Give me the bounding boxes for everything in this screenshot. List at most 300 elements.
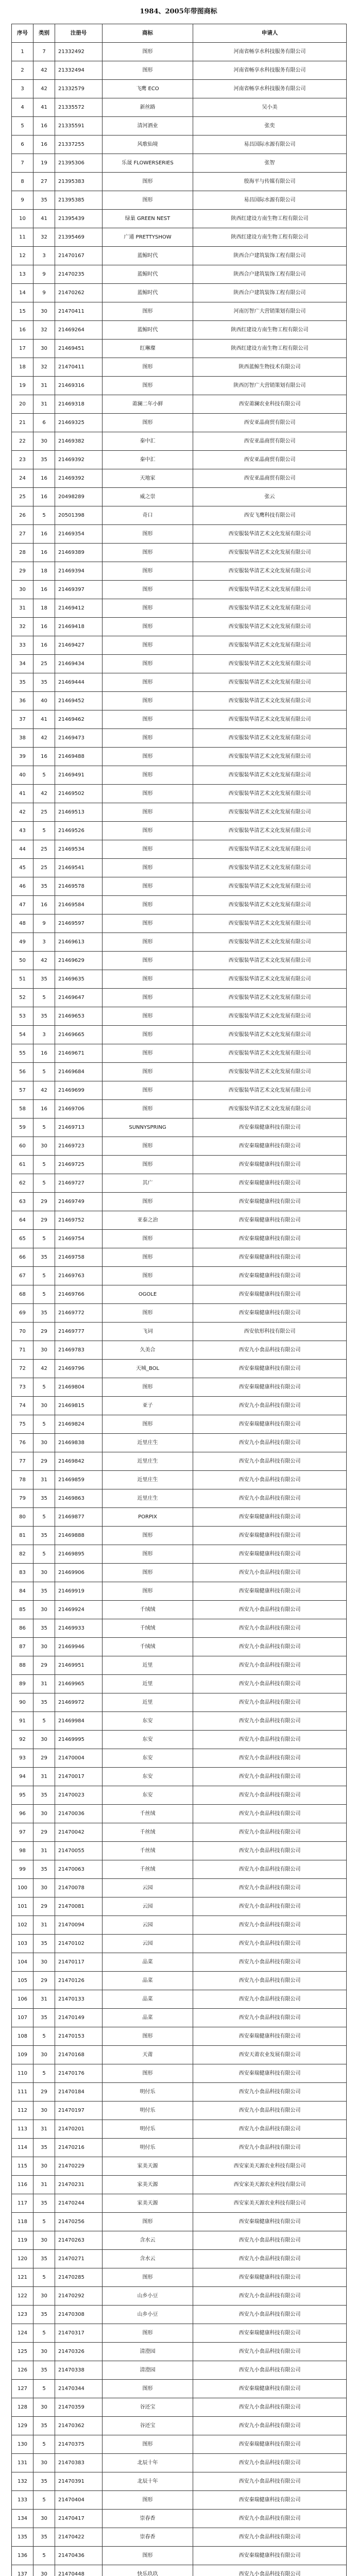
trademark-name: 绿巢 GREEN NEST (103, 210, 193, 228)
row-number: 69 (12, 1304, 33, 1323)
trademark-name: 东安 (103, 1768, 193, 1786)
class-number: 35 (33, 2361, 55, 2380)
applicant-name: 西安服装华清艺术文化发展有限公司 (193, 1100, 347, 1118)
class-number: 41 (33, 710, 55, 729)
registration-number: 21470404 (55, 2491, 103, 2510)
applicant-name: 西安九小食品科技有限公司 (193, 2306, 347, 2324)
trademark-name: 图形 (103, 1137, 193, 1156)
row-number: 20 (12, 395, 33, 414)
trademark-name: 图形 (103, 302, 193, 321)
table-row (12, 803, 347, 822)
registration-number: 21470036 (55, 1805, 103, 1823)
registration-number: 21332492 (55, 43, 103, 61)
class-number: 31 (33, 1471, 55, 1489)
row-number: 106 (12, 1990, 33, 2009)
applicant-name: 西安服装华清艺术文化发展有限公司 (193, 952, 347, 970)
registration-number: 21469354 (55, 525, 103, 544)
table-row (12, 914, 347, 933)
row-number: 79 (12, 1489, 33, 1508)
applicant-name: 西安九小食品科技有限公司 (193, 1990, 347, 2009)
row-number: 45 (12, 859, 33, 877)
row-number: 25 (12, 488, 33, 506)
applicant-name: 西安秦瑞健康科技有限公司 (193, 1156, 347, 1174)
table-row (12, 80, 347, 98)
trademark-name: 快乐玖玖 (103, 2565, 193, 2576)
registration-number: 21469725 (55, 1156, 103, 1174)
class-number: 29 (33, 1656, 55, 1675)
table-row (12, 1285, 347, 1304)
applicant-name: 西安九小食品科技有限公司 (193, 2102, 347, 2120)
trademark-name: 图形 (103, 729, 193, 748)
registration-number: 21469665 (55, 1026, 103, 1044)
table-row (12, 1489, 347, 1508)
registration-number: 21469888 (55, 1527, 103, 1545)
table-row (12, 117, 347, 135)
table-row (12, 284, 347, 302)
class-number: 25 (33, 803, 55, 822)
registration-number: 21335572 (55, 98, 103, 117)
row-number: 58 (12, 1100, 33, 1118)
trademark-name: 明付乐 (103, 2139, 193, 2157)
trademark-name: 秦中汇 (103, 451, 193, 469)
class-number: 25 (33, 840, 55, 859)
trademark-name: 近里庄生 (103, 1489, 193, 1508)
table-row (12, 2343, 347, 2361)
trademark-name: 千丝绒 (103, 1805, 193, 1823)
registration-number: 21469534 (55, 840, 103, 859)
registration-number: 21469919 (55, 1582, 103, 1601)
class-number: 30 (33, 2398, 55, 2417)
registration-number: 21470417 (55, 2510, 103, 2528)
table-row (12, 1508, 347, 1527)
registration-number: 21470168 (55, 2046, 103, 2064)
applicant-name: 西安秦瑞健康科技有限公司 (193, 1582, 347, 1601)
trademark-name: 蓝鲸时代 (103, 247, 193, 265)
trademark-name: 其广 (103, 1174, 193, 1193)
applicant-name: 吴小美 (193, 98, 347, 117)
class-number: 5 (33, 1415, 55, 1434)
trademark-name: 图形 (103, 1304, 193, 1323)
applicant-name: 西安九小食品科技有限公司 (193, 2565, 347, 2576)
class-number: 29 (33, 1211, 55, 1230)
row-number: 117 (12, 2194, 33, 2213)
class-number: 5 (33, 822, 55, 840)
applicant-name: 西安秦瑞健康科技有限公司 (193, 1360, 347, 1378)
row-number: 52 (12, 989, 33, 1007)
applicant-name: 西安九小食品科技有限公司 (193, 1452, 347, 1471)
applicant-name: 西安九小食品科技有限公司 (193, 1823, 347, 1842)
applicant-name: 西安九小食品科技有限公司 (193, 1860, 347, 1879)
table-row (12, 1823, 347, 1842)
row-number: 88 (12, 1656, 33, 1675)
applicant-name: 西安秦瑞健康科技有限公司 (193, 1285, 347, 1304)
class-number: 16 (33, 544, 55, 562)
class-number: 19 (33, 154, 55, 173)
row-number: 17 (12, 340, 33, 358)
class-number: 35 (33, 1489, 55, 1508)
applicant-name: 西安九小食品科技有限公司 (193, 2417, 347, 2435)
table-row (12, 933, 347, 952)
class-number: 3 (33, 933, 55, 952)
class-number: 5 (33, 2491, 55, 2510)
applicant-name: 陕西红建设方南生物工程有限公司 (193, 340, 347, 358)
applicant-name: 西安服装华清艺术文化发展有限公司 (193, 599, 347, 618)
table-row (12, 1434, 347, 1452)
trademark-name: SUNNYSPRING (103, 1118, 193, 1137)
registration-number: 21395439 (55, 210, 103, 228)
class-number: 5 (33, 2213, 55, 2231)
trademark-name: 图形 (103, 822, 193, 840)
class-number: 3 (33, 1026, 55, 1044)
row-number: 46 (12, 877, 33, 896)
applicant-name: 西安九小食品科技有限公司 (193, 1842, 347, 1860)
row-number: 74 (12, 1397, 33, 1415)
trademark-name: 图形 (103, 581, 193, 599)
table-row (12, 1044, 347, 1063)
row-number: 80 (12, 1508, 33, 1527)
row-number: 119 (12, 2231, 33, 2250)
row-number: 55 (12, 1044, 33, 1063)
row-number: 137 (12, 2565, 33, 2576)
registration-number: 21469452 (55, 692, 103, 710)
registration-number: 21469763 (55, 1267, 103, 1285)
applicant-name: 西安服装华清艺术文化发展有限公司 (193, 1026, 347, 1044)
trademark-name: 图形 (103, 1156, 193, 1174)
applicant-name: 易昌国际水源有限公司 (193, 191, 347, 210)
registration-number: 21469597 (55, 914, 103, 933)
trademark-name: 图形 (103, 1248, 193, 1267)
registration-number: 21469684 (55, 1063, 103, 1081)
row-number: 14 (12, 284, 33, 302)
applicant-name: 河南省畅享水科技服务有限公司 (193, 43, 347, 61)
table-row (12, 358, 347, 377)
registration-number: 21395385 (55, 191, 103, 210)
trademark-name: 近里庄生 (103, 1452, 193, 1471)
trademark-name: 图形 (103, 1007, 193, 1026)
registration-number: 21469318 (55, 395, 103, 414)
row-number: 91 (12, 1712, 33, 1731)
class-number: 29 (33, 1823, 55, 1842)
trademark-name: 谷还宝 (103, 2417, 193, 2435)
applicant-name: 西安九小食品科技有限公司 (193, 1564, 347, 1582)
registration-number: 21469772 (55, 1304, 103, 1323)
table-row (12, 1397, 347, 1415)
applicant-name: 西安秦瑞健康科技有限公司 (193, 2064, 347, 2083)
class-number: 27 (33, 173, 55, 191)
class-number: 5 (33, 1508, 55, 1527)
trademark-name: 图形 (103, 1378, 193, 1397)
table-row (12, 414, 347, 432)
trademark-name: 图形 (103, 1026, 193, 1044)
class-number: 30 (33, 2565, 55, 2576)
class-number: 5 (33, 2380, 55, 2398)
class-number: 40 (33, 692, 55, 710)
row-number: 60 (12, 1137, 33, 1156)
applicant-name: 陕西红建设方南生物工程有限公司 (193, 228, 347, 247)
trademark-name: 近里 (103, 1675, 193, 1693)
applicant-name: 西安九小食品科技有限公司 (193, 1768, 347, 1786)
trademark-name: 飞词 (103, 1323, 193, 1341)
table-row (12, 1545, 347, 1564)
row-number: 66 (12, 1248, 33, 1267)
row-number: 44 (12, 840, 33, 859)
registration-number: 21469427 (55, 636, 103, 655)
applicant-name: 西安秦瑞健康科技有限公司 (193, 1415, 347, 1434)
registration-number: 21470023 (55, 1786, 103, 1805)
trademark-name: 蓝鲸时代 (103, 284, 193, 302)
applicant-name: 西安秦瑞健康科技有限公司 (193, 2027, 347, 2046)
trademark-name: 图形 (103, 599, 193, 618)
class-number: 5 (33, 766, 55, 785)
table-row (12, 1341, 347, 1360)
row-number: 35 (12, 673, 33, 692)
class-number: 5 (33, 1156, 55, 1174)
trademark-name: 图形 (103, 673, 193, 692)
class-number: 30 (33, 340, 55, 358)
class-number: 5 (33, 1267, 55, 1285)
applicant-name: 西安秦瑞健康科技有限公司 (193, 1211, 347, 1230)
class-number: 31 (33, 395, 55, 414)
trademark-name: 图形 (103, 1267, 193, 1285)
applicant-name: 西安九小食品科技有限公司 (193, 1656, 347, 1675)
row-number: 90 (12, 1693, 33, 1712)
registration-number: 21469815 (55, 1397, 103, 1415)
registration-number: 21469838 (55, 1434, 103, 1452)
registration-number: 21470317 (55, 2324, 103, 2343)
class-number: 29 (33, 1452, 55, 1471)
class-number: 16 (33, 488, 55, 506)
row-number: 116 (12, 2176, 33, 2194)
trademark-name: 图形 (103, 914, 193, 933)
class-number: 35 (33, 451, 55, 469)
table-row (12, 1007, 347, 1026)
table-row (12, 1527, 347, 1545)
registration-number: 21469877 (55, 1508, 103, 1527)
trademark-name: 图形 (103, 933, 193, 952)
applicant-name: 西安九小食品科技有限公司 (193, 2009, 347, 2027)
class-number: 7 (33, 43, 55, 61)
applicant-name: 西安秦瑞健康科技有限公司 (193, 2380, 347, 2398)
table-row (12, 1990, 347, 2009)
class-number: 42 (33, 729, 55, 748)
row-number: 75 (12, 1415, 33, 1434)
trademark-name: 品菜 (103, 1972, 193, 1990)
class-number: 16 (33, 636, 55, 655)
applicant-name: 西安服装华清艺术文化发展有限公司 (193, 692, 347, 710)
class-number: 3 (33, 247, 55, 265)
row-number: 111 (12, 2083, 33, 2102)
class-number: 5 (33, 1545, 55, 1564)
row-number: 43 (12, 822, 33, 840)
class-number: 5 (33, 1378, 55, 1397)
class-number: 35 (33, 673, 55, 692)
applicant-name: 西安九小食品科技有限公司 (193, 1434, 347, 1452)
row-number: 112 (12, 2102, 33, 2120)
row-number: 65 (12, 1230, 33, 1248)
applicant-name: 西安家美天源农业科技有限公司 (193, 2157, 347, 2176)
trademark-name: 秦中汇 (103, 432, 193, 451)
row-number: 67 (12, 1267, 33, 1285)
applicant-name: 西安亚晶商贸有限公司 (193, 451, 347, 469)
header-reg-no: 注册号 (55, 24, 103, 43)
registration-number: 21469397 (55, 581, 103, 599)
trademark-name: 家美天源 (103, 2176, 193, 2194)
row-number: 16 (12, 321, 33, 340)
applicant-name: 西安秦瑞健康科技有限公司 (193, 1174, 347, 1193)
registration-number: 21335591 (55, 117, 103, 135)
applicant-name: 西安九小食品科技有限公司 (193, 1638, 347, 1656)
row-number: 33 (12, 636, 33, 655)
table-row (12, 766, 347, 785)
class-number: 35 (33, 191, 55, 210)
registration-number: 21469473 (55, 729, 103, 748)
applicant-name: 西安秦瑞健康科技有限公司 (193, 1230, 347, 1248)
table-row (12, 2102, 347, 2120)
applicant-name: 西安服装华清艺术文化发展有限公司 (193, 1007, 347, 1026)
applicant-name: 西安秦瑞健康科技有限公司 (193, 1527, 347, 1545)
applicant-name: 河南厉智广大营销策划有限公司 (193, 302, 347, 321)
class-number: 35 (33, 1786, 55, 1805)
trademark-name: 图形 (103, 1230, 193, 1248)
class-number: 35 (33, 1860, 55, 1879)
trademark-name: 图形 (103, 1063, 193, 1081)
class-number: 30 (33, 302, 55, 321)
table-row (12, 1323, 347, 1341)
class-number: 25 (33, 655, 55, 673)
table-row (12, 1174, 347, 1193)
applicant-name: 陕西蓝鲸生物技术有限公司 (193, 358, 347, 377)
table-row (12, 1916, 347, 1935)
row-number: 9 (12, 191, 33, 210)
class-number: 42 (33, 1081, 55, 1100)
trademark-name: 图形 (103, 859, 193, 877)
row-number: 56 (12, 1063, 33, 1081)
header-mark: 商标 (103, 24, 193, 43)
applicant-name: 西安家美天源农业科技有限公司 (193, 2194, 347, 2213)
applicant-name: 陕西红建设方南生物工程有限公司 (193, 210, 347, 228)
registration-number: 21469325 (55, 414, 103, 432)
registration-number: 21469754 (55, 1230, 103, 1248)
row-number: 124 (12, 2324, 33, 2343)
class-number: 29 (33, 1972, 55, 1990)
registration-number: 21469777 (55, 1323, 103, 1341)
row-number: 99 (12, 1860, 33, 1879)
table-row (12, 2565, 347, 2576)
applicant-name: 西安九小食品科技有限公司 (193, 2528, 347, 2547)
applicant-name: 西安服装华清艺术文化发展有限公司 (193, 989, 347, 1007)
registration-number: 21395383 (55, 173, 103, 191)
trademark-name: 图形 (103, 61, 193, 80)
trademark-name: 奇口 (103, 506, 193, 525)
registration-number: 21470055 (55, 1842, 103, 1860)
class-number: 30 (33, 1953, 55, 1972)
row-number: 96 (12, 1805, 33, 1823)
registration-number: 21469671 (55, 1044, 103, 1063)
class-number: 35 (33, 1007, 55, 1026)
registration-number: 21470094 (55, 1916, 103, 1935)
registration-number: 21469804 (55, 1378, 103, 1397)
applicant-name: 西安九小食品科技有限公司 (193, 2120, 347, 2139)
row-number: 36 (12, 692, 33, 710)
registration-number: 21470167 (55, 247, 103, 265)
applicant-name: 陕西合户建筑装饰工程有限公司 (193, 247, 347, 265)
class-number: 35 (33, 2472, 55, 2491)
table-row (12, 1638, 347, 1656)
row-number: 93 (12, 1749, 33, 1768)
registration-number: 21469444 (55, 673, 103, 692)
class-number: 35 (33, 2417, 55, 2435)
table-row (12, 340, 347, 358)
trademark-name: 图形 (103, 1100, 193, 1118)
row-number: 98 (12, 1842, 33, 1860)
row-number: 6 (12, 135, 33, 154)
applicant-name: 河南省畅享水科技服务有限公司 (193, 80, 347, 98)
applicant-name: 陕西合户建筑装饰工程有限公司 (193, 284, 347, 302)
applicant-name: 西安家美天源农业科技有限公司 (193, 2176, 347, 2194)
class-number: 5 (33, 1285, 55, 1304)
table-row (12, 1267, 347, 1285)
registration-number: 21470256 (55, 2213, 103, 2231)
applicant-name: 西安服装华清艺术文化发展有限公司 (193, 822, 347, 840)
class-number: 16 (33, 896, 55, 914)
table-row (12, 655, 347, 673)
row-number: 57 (12, 1081, 33, 1100)
registration-number: 21470216 (55, 2139, 103, 2157)
applicant-name: 西安服装华清艺术文化发展有限公司 (193, 636, 347, 655)
applicant-name: 西安九小食品科技有限公司 (193, 1601, 347, 1619)
row-number: 29 (12, 562, 33, 581)
class-number: 5 (33, 1174, 55, 1193)
table-row (12, 1415, 347, 1434)
applicant-name: 陕西红建设方南生物工程有限公司 (193, 321, 347, 340)
registration-number: 21469924 (55, 1601, 103, 1619)
registration-number: 21470197 (55, 2102, 103, 2120)
applicant-name: 西安服装华清艺术文化发展有限公司 (193, 525, 347, 544)
trademark-name: 图形 (103, 618, 193, 636)
row-number: 2 (12, 61, 33, 80)
registration-number: 21470244 (55, 2194, 103, 2213)
applicant-name: 西安秦瑞健康科技有限公司 (193, 1118, 347, 1137)
registration-number: 21469635 (55, 970, 103, 989)
table-row (12, 822, 347, 840)
registration-number: 21470422 (55, 2528, 103, 2547)
registration-number: 21470176 (55, 2064, 103, 2083)
row-number: 41 (12, 785, 33, 803)
applicant-name: 西安秦瑞健康科技有限公司 (193, 1304, 347, 1323)
table-row (12, 1100, 347, 1118)
row-number: 84 (12, 1582, 33, 1601)
row-number: 136 (12, 2547, 33, 2565)
class-number: 30 (33, 1731, 55, 1749)
row-number: 31 (12, 599, 33, 618)
applicant-name: 西安服装华清艺术文化发展有限公司 (193, 673, 347, 692)
trademark-name: 莆澜二年小鲜 (103, 395, 193, 414)
registration-number: 21470411 (55, 302, 103, 321)
registration-number: 21470133 (55, 1990, 103, 2009)
registration-number: 21469723 (55, 1137, 103, 1156)
row-number: 1 (12, 43, 33, 61)
table-row (12, 2120, 347, 2139)
class-number: 31 (33, 377, 55, 395)
applicant-name: 西安服装华清艺术文化发展有限公司 (193, 544, 347, 562)
applicant-name: 西安九小食品科技有限公司 (193, 2231, 347, 2250)
class-number: 42 (33, 80, 55, 98)
trademark-name: 图形 (103, 544, 193, 562)
applicant-name: 西安九小食品科技有限公司 (193, 1619, 347, 1638)
registration-number: 21469647 (55, 989, 103, 1007)
trademark-name: 图形 (103, 766, 193, 785)
class-number: 30 (33, 2157, 55, 2176)
